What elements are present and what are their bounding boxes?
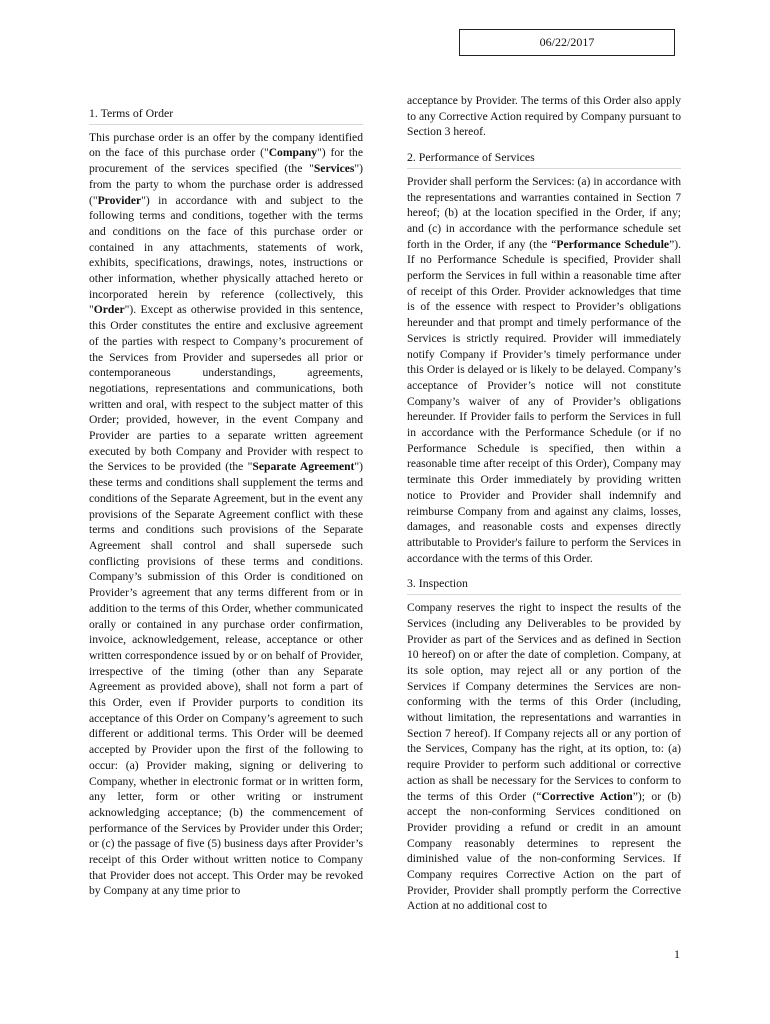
- right-column: [407, 93, 681, 924]
- section-3-body: Company reserves the right to inspect the results of the Services (including any Deliverables to be provided by Provider as part of the Services and as defined in Section 10 hereof) on or after the date of completion. Company, at its sole option, may reject all or any portion of the Services if Company determines the Services are non-conforming with the terms of this Order (including, without limitation, the representations and warranties in Section 7 hereof). If Company rejects all or any portion of the Services, Company has the right, at its option, to: (a) require Provider to perform such additional or corrective action as shall be necessary for the Services to conform to the terms of this Order (“Corrective Action”); or (b) accept the non-conforming Services conditioned on Provider providing a refund or credit in an amount Company reasonably determines to represent the diminished value of the non-conforming Services. If Company requires Corrective Action on the part of Provider, Provider shall promptly perform the Corrective Action at no additional cost to: [407, 601, 681, 913]
- page-number: 1: [674, 947, 680, 961]
- section-1-continued: acceptance by Provider. The terms of this Order also apply to any Corrective Action required by Company pursuant to Section 3 hereof.: [407, 94, 681, 139]
- section-2-heading: 2. Performance of Services: [407, 150, 681, 169]
- section-1-body: This purchase order is an offer by the company identified on the face of this purchase order ("Company") for the procurement of the services specified (the "Services") from the party to whom the purchase order is addressed ("Provider") in accordance with and subject to the following terms and conditions, together with the terms and conditions on the face of this purchase order or contained in any attachments, statements of work, exhibits, specifications, drawings, notes, instructions or other information, whether physically attached hereto or incorporated herein by reference (collectively, this "Order"). Except as otherwise provided in this sentence, this Order constitutes the entire and exclusive agreement of the parties with respect to Company’s procurement of the Services from Provider and supersedes all prior or contemporaneous understandings, agreements, negotiations, representations and communications, both written and oral, with respect to the subject matter of this Order; provided, however, in the event Company and Provider are parties to a separate written agreement executed by both Company and Provider with respect to the Services to be provided (the "Separate Agreement") these terms and conditions shall supplement the terms and conditions of the Separate Agreement, but in the event any provisions of the Separate Agreement conflict with these terms and conditions such provisions of the Separate Agreement shall control and shall supersede such conflicting provisions of these terms and conditions. Company’s submission of this Order is conditioned on Provider’s agreement that any terms different from or in addition to the terms of this Order, whether communicated orally or contained in any purchase order confirmation, invoice, acknowledgement, release, acceptance or other written correspondence issued by or on behalf of Provider, irrespective of the timing (other than any Separate Agreement as provided above), shall not form a part of this Order, even if Provider purports to condition its acceptance of this Order on Company’s agreement to such different or additional terms. This Order will be deemed accepted by Provider upon the first of the following to occur: (a) Provider making, signing or delivering to Company, whether in electronic format or in written form, any letter, form or other writing or instrument acknowledging acceptance; (b) the commencement of performance of the Services by Provider under this Order; or (c) the passage of five (5) business days after Provider’s receipt of this Order without written notice to Company that Provider does not accept. This Order may be revoked by Company at any time prior to: [89, 130, 363, 898]
- section-2-body: Provider shall perform the Services: (a) in accordance with the representations and warranties contained in Section 7 hereof; (b) at the location specified in the Order, if any; and (c) in accordance with the performance schedule set forth in the Order, if any (the “Performance Schedule”). If no Performance Schedule is specified, Provider shall perform the Services in full within a reasonable time after of receipt of this Order. Provider acknowledges that time is of the essence with respect to Provider’s obligations hereunder and that prompt and timely performance of the Services is strictly required. Provider will immediately notify Company if Provider’s timely performance under this Order is delayed or is likely to be delayed. Company’s acceptance of Provider’s notice will not constitute Company’s waiver of any of Provider’s obligations hereunder. If Provider fails to perform the Services in full in accordance with the Performance Schedule (or if no Performance Schedule is specified, then within a reasonable time after receipt of this Order), Company may terminate this Order immediately by providing written notice to Provider and Provider shall indemnify and reimburse Company from and against any claims, losses, damages, and reasonable costs and expenses directly attributable to Provider's failure to perform the Services in accordance with the terms of this Order.: [407, 174, 681, 565]
- document-date: 06/22/2017: [539, 35, 595, 49]
- left-column: [89, 106, 363, 899]
- section-3-heading: 3. Inspection: [407, 576, 681, 595]
- section-1-heading: 1. Terms of Order: [89, 106, 363, 125]
- date-box: [459, 29, 675, 56]
